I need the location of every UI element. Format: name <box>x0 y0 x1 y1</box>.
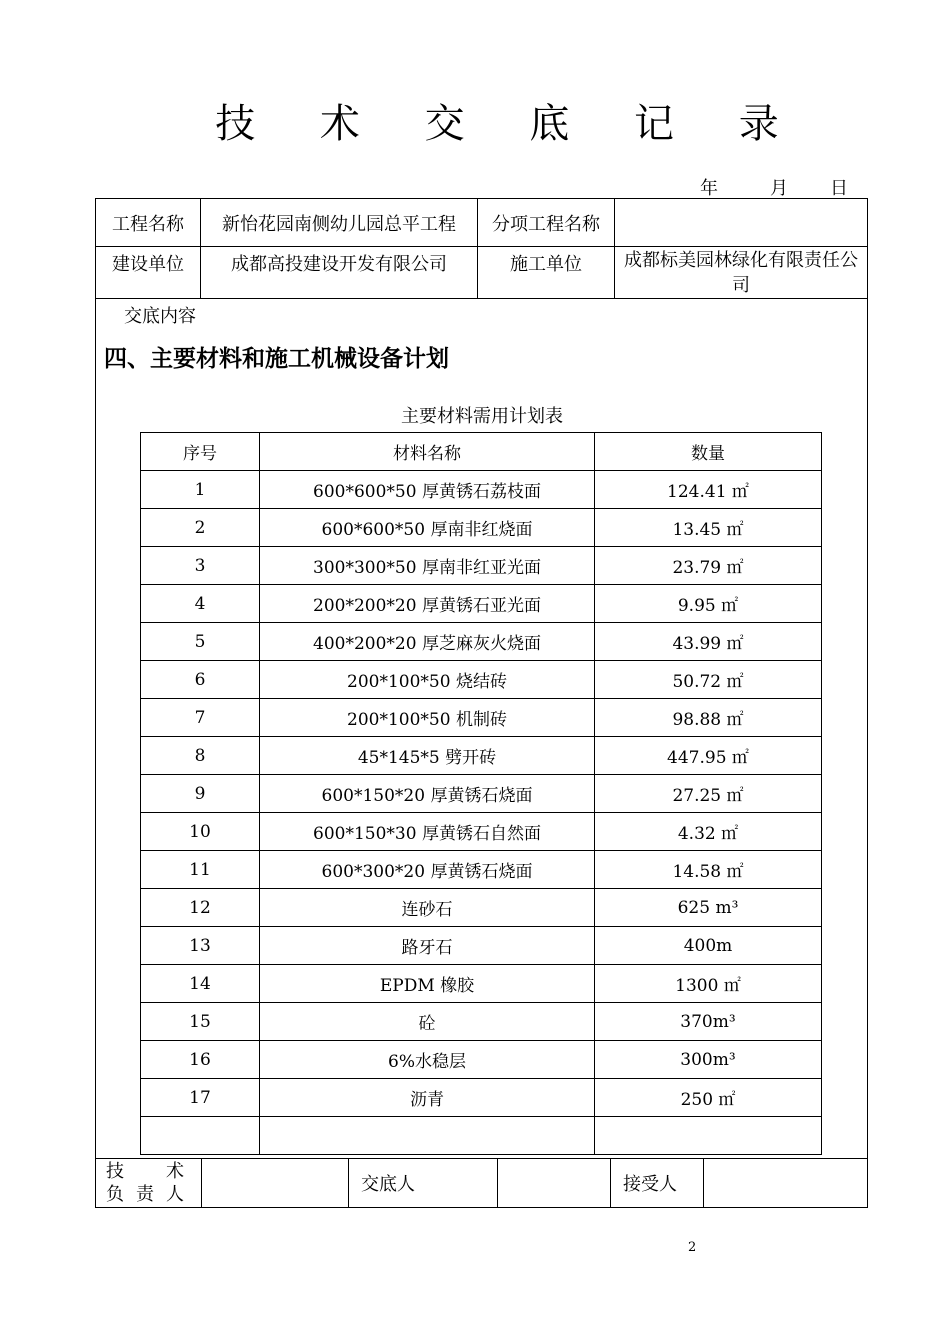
quantity: 50.72 ㎡ <box>595 661 822 699</box>
material-name: 路牙石 <box>260 927 595 965</box>
quantity: 447.95 ㎡ <box>595 737 822 775</box>
row-number: 7 <box>141 699 260 737</box>
row-number: 3 <box>141 547 260 585</box>
sub-project-value <box>615 199 868 247</box>
sub-project-label: 分项工程名称 <box>478 199 615 247</box>
quantity: 300m³ <box>595 1041 822 1079</box>
owner-label: 建设单位 <box>96 247 201 299</box>
date-year-label: 年 <box>700 178 718 199</box>
row-number: 13 <box>141 927 260 965</box>
page-title: 技 术 交 底 记 录 <box>215 101 805 147</box>
material-name: 200*100*50 机制砖 <box>260 699 595 737</box>
row-number: 11 <box>141 851 260 889</box>
row-number: 5 <box>141 623 260 661</box>
date-line <box>700 174 848 200</box>
quantity: 43.99 ㎡ <box>595 623 822 661</box>
quantity: 23.79 ㎡ <box>595 547 822 585</box>
owner-value: 成都高投建设开发有限公司 <box>201 247 478 299</box>
row-number: 16 <box>141 1041 260 1079</box>
quantity: 98.88 ㎡ <box>595 699 822 737</box>
table-row <box>141 509 822 547</box>
column-header: 序号 <box>141 433 260 471</box>
table-row <box>141 737 822 775</box>
row-number: 10 <box>141 813 260 851</box>
material-name: 600*150*20 厚黄锈石烧面 <box>260 775 595 813</box>
table-row <box>141 623 822 661</box>
tech-lead-label-line2: 负 责 人 <box>106 1184 184 1205</box>
row-number: 14 <box>141 965 260 1003</box>
table-row <box>141 1003 822 1041</box>
table-row <box>141 1079 822 1117</box>
page-number: 2 <box>688 1240 697 1255</box>
material-name: 600*600*50 厚黄锈石荔枝面 <box>260 471 595 509</box>
table-row <box>141 1041 822 1079</box>
material-name: 连砂石 <box>260 889 595 927</box>
quantity: 13.45 ㎡ <box>595 509 822 547</box>
material-name: 200*100*50 烧结砖 <box>260 661 595 699</box>
material-name: 砼 <box>260 1003 595 1041</box>
discloser-label: 交底人 <box>349 1159 498 1208</box>
column-header: 材料名称 <box>260 433 595 471</box>
quantity <box>595 1117 822 1155</box>
table-caption: 主要材料需用计划表 <box>401 406 563 427</box>
material-name: 45*145*5 劈开砖 <box>260 737 595 775</box>
material-name: 300*300*50 厚南非红亚光面 <box>260 547 595 585</box>
material-name: EPDM 橡胶 <box>260 965 595 1003</box>
tech-lead-label-line1: 技 术 <box>106 1161 184 1182</box>
material-name: 600*150*30 厚黄锈石自然面 <box>260 813 595 851</box>
material-name: 600*300*20 厚黄锈石烧面 <box>260 851 595 889</box>
materials-table <box>140 432 822 1155</box>
table-row <box>141 699 822 737</box>
quantity: 250 ㎡ <box>595 1079 822 1117</box>
row-number: 4 <box>141 585 260 623</box>
section-title: 四、主要材料和施工机械设备计划 <box>104 345 449 372</box>
quantity: 9.95 ㎡ <box>595 585 822 623</box>
quantity: 14.58 ㎡ <box>595 851 822 889</box>
column-header: 数量 <box>595 433 822 471</box>
table-row <box>141 1117 822 1155</box>
table-row <box>141 471 822 509</box>
row-number: 15 <box>141 1003 260 1041</box>
quantity: 400m <box>595 927 822 965</box>
table-row <box>141 661 822 699</box>
date-month-label: 月 <box>770 178 788 199</box>
receiver-label: 接受人 <box>611 1159 704 1208</box>
table-row <box>141 927 822 965</box>
contractor-value: 成都标美园林绿化有限责任公司 <box>615 247 868 299</box>
table-row <box>141 889 822 927</box>
row-number: 1 <box>141 471 260 509</box>
project-name-label: 工程名称 <box>96 199 201 247</box>
material-name: 沥青 <box>260 1079 595 1117</box>
row-number <box>141 1117 260 1155</box>
row-number: 17 <box>141 1079 260 1117</box>
content-label: 交底内容 <box>124 306 196 327</box>
project-name-value: 新怡花园南侧幼儿园总平工程 <box>201 199 478 247</box>
signature-table <box>95 1158 868 1208</box>
quantity: 1300 ㎡ <box>595 965 822 1003</box>
table-row <box>141 585 822 623</box>
quantity: 625 m³ <box>595 889 822 927</box>
quantity: 124.41 ㎡ <box>595 471 822 509</box>
material-name: 6%水稳层 <box>260 1041 595 1079</box>
quantity: 4.32 ㎡ <box>595 813 822 851</box>
row-number: 8 <box>141 737 260 775</box>
contractor-label: 施工单位 <box>478 247 615 299</box>
quantity: 27.25 ㎡ <box>595 775 822 813</box>
row-number: 2 <box>141 509 260 547</box>
material-name: 200*200*20 厚黄锈石亚光面 <box>260 585 595 623</box>
discloser-signature[interactable] <box>498 1159 611 1208</box>
date-day-label: 日 <box>830 178 848 199</box>
row-number: 9 <box>141 775 260 813</box>
table-row <box>141 851 822 889</box>
row-number: 12 <box>141 889 260 927</box>
row-number: 6 <box>141 661 260 699</box>
quantity: 370m³ <box>595 1003 822 1041</box>
table-row <box>141 813 822 851</box>
tech-lead-signature[interactable] <box>202 1159 349 1208</box>
tech-lead-label <box>96 1159 202 1208</box>
material-name: 400*200*20 厚芝麻灰火烧面 <box>260 623 595 661</box>
material-name: 600*600*50 厚南非红烧面 <box>260 509 595 547</box>
table-row <box>141 775 822 813</box>
header-table <box>95 198 868 299</box>
table-row <box>141 965 822 1003</box>
receiver-signature[interactable] <box>704 1159 868 1208</box>
table-header-row <box>141 433 822 471</box>
material-name <box>260 1117 595 1155</box>
table-row <box>141 547 822 585</box>
